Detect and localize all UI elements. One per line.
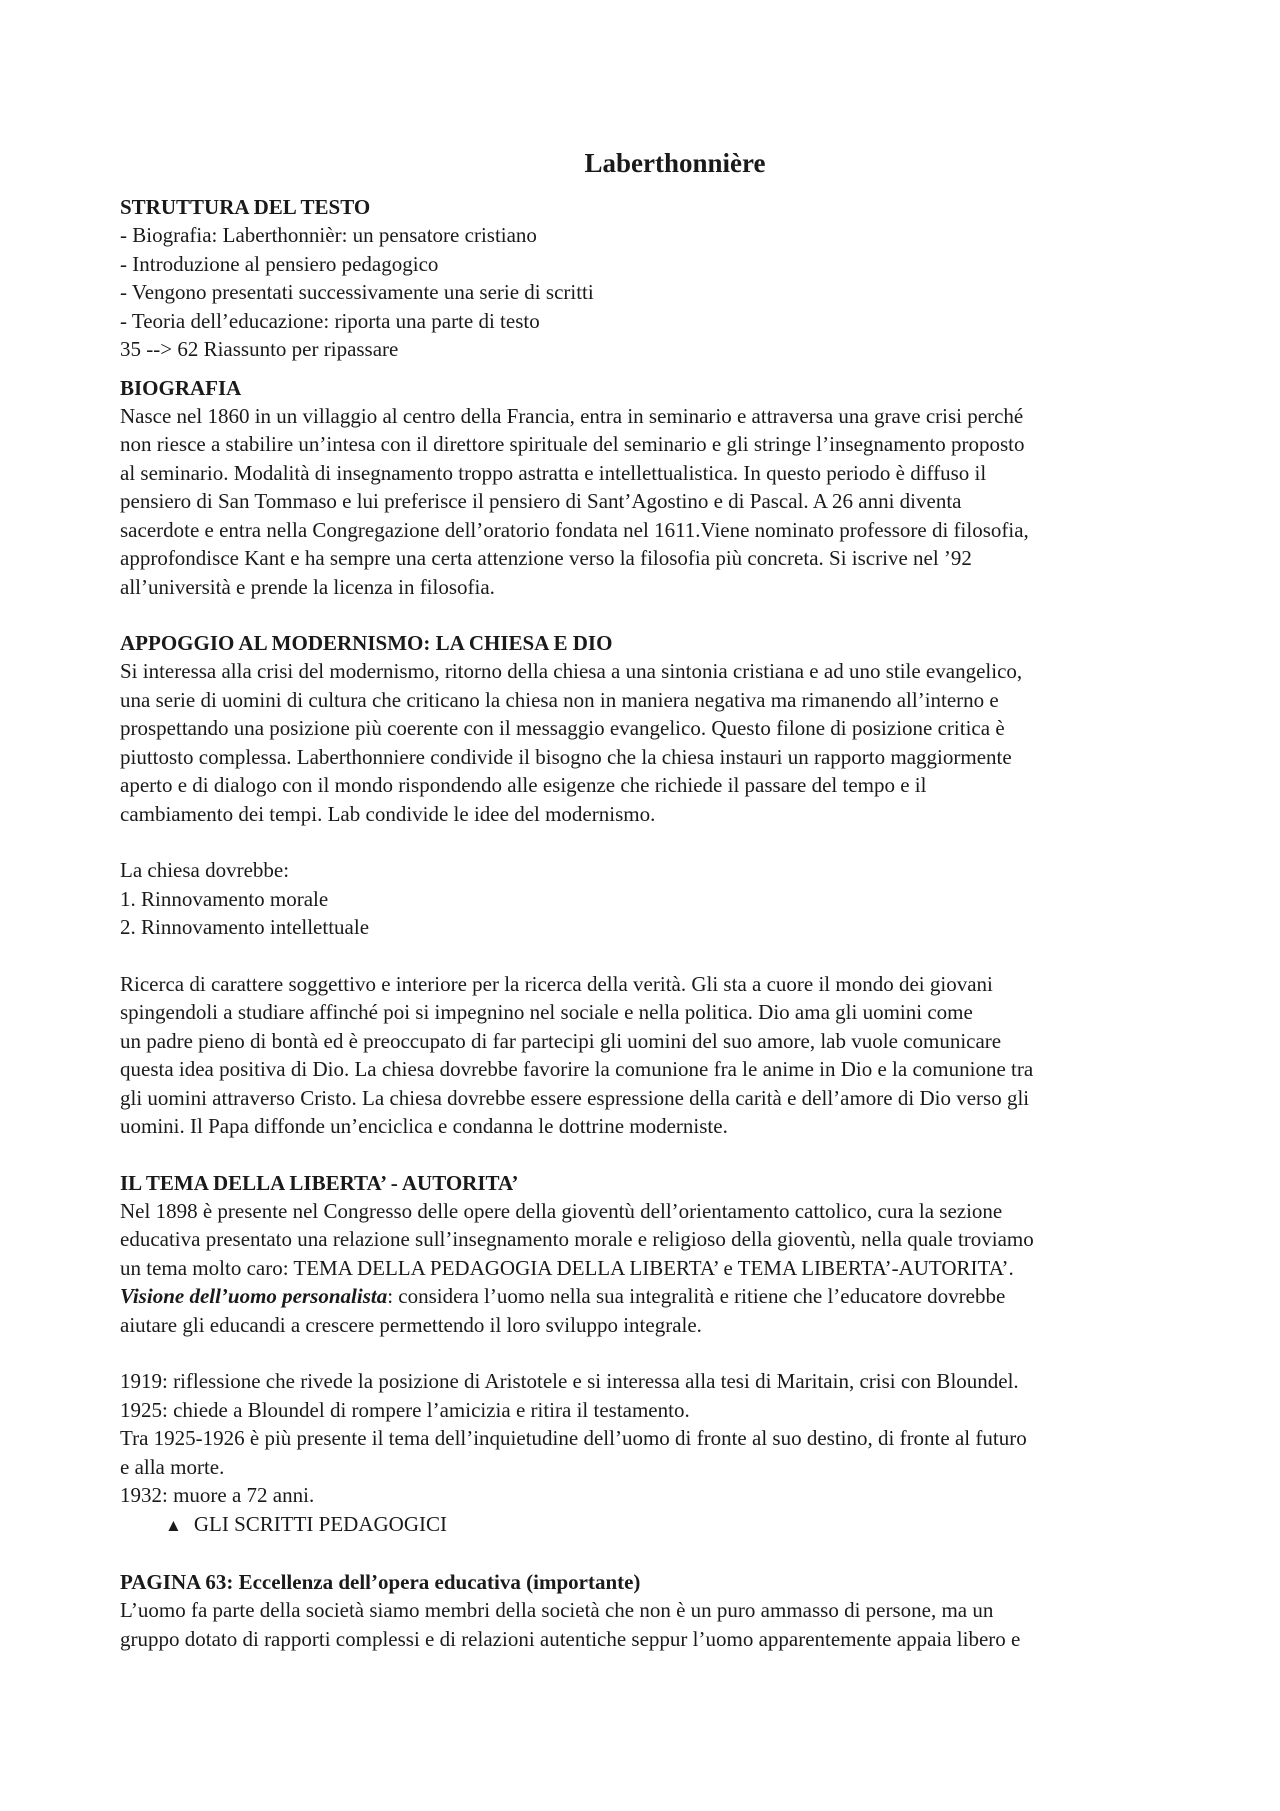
struttura-line: - Vengono presentati successivamente una serie di scritti (120, 280, 594, 304)
paragraph-line: pensiero di San Tommaso e lui preferisce il pensiero di Sant’Agostino e di Pascal. A 26 anni diventa (120, 489, 962, 513)
paragraph-line: L’uomo fa parte della società siamo membri della società che non è un puro ammasso di persone, ma un (120, 1598, 994, 1622)
paragraph-line: gli uomini attraverso Cristo. La chiesa dovrebbe essere espressione della carità e dell’amore di Dio verso gli (120, 1085, 1030, 1110)
visione-text: : considera l’uomo nella sua integralità e ritiene che l’educatore dovrebbe (387, 1284, 1006, 1308)
biografia-paragraph (120, 402, 1170, 602)
paragraph-line: approfondisce Kant e ha sempre una certa attenzione verso la filosofia più concreta. Si iscrive nel ’92 (120, 546, 972, 570)
paragraph-line: al seminario. Modalità di insegnamento troppo astratta e intellettualistica. In questo periodo è diffuso il (120, 460, 987, 485)
paragraph-line: sacerdote e entra nella Congregazione dell’oratorio fondata nel 1611.Viene nominato professore di filosofia, (120, 517, 1029, 542)
pagina63-paragraph (120, 1596, 1170, 1653)
bullet-text: GLI SCRITTI PEDAGOGICI (193, 1511, 447, 1536)
paragraph-line: all’università e prende la licenza in filosofia. (120, 574, 495, 599)
struttura-line: - Biografia: Laberthonnièr: un pensatore cristiano (120, 223, 537, 247)
timeline-line: 1919: riflessione che rivede la posizione di Aristotele e si interessa alla tesi di Maritain, crisi con Bloundel. (120, 1369, 1019, 1393)
page-title: Laberthonnière (584, 148, 766, 178)
modernismo-paragraph (120, 657, 1170, 828)
section-heading-liberta: IL TEMA DELLA LIBERTA’ - AUTORITA’ (120, 1170, 519, 1195)
paragraph-line: Nasce nel 1860 in un villaggio al centro della Francia, entra in seminario e attraversa una grave crisi perché (120, 403, 1024, 428)
struttura-list (120, 221, 1170, 364)
visione-label: Visione dell’uomo personalista (120, 1284, 388, 1308)
paragraph-line: spingendoli a studiare affinché poi si impegnino nel sociale e nella politica. Dio ama gli uomini come (120, 1000, 973, 1024)
struttura-line: - Introduzione al pensiero pedagogico (120, 251, 439, 276)
paragraph-line: non riesce a stabilire un’intesa con il direttore spirituale del seminario e gli stringe l’insegnamento proposto (120, 432, 1025, 456)
triangle-bullet-icon: ▲ (165, 1515, 182, 1535)
document-page (120, 148, 1170, 1653)
timeline-line: 1932: muore a 72 anni. (120, 1483, 315, 1507)
struttura-line: - Teoria dell’educazione: riporta una parte di testo (120, 308, 540, 333)
paragraph-line: Ricerca di carattere soggettivo e interiore per la ricerca della verità. Gli sta a cuore il mondo dei giovani (120, 971, 993, 996)
paragraph-line: Nel 1898 è presente nel Congresso delle opere della gioventù dell’orientamento cattolico, cura la sezione (120, 1198, 1003, 1223)
timeline-line: e alla morte. (120, 1454, 225, 1479)
paragraph-line: questa idea positiva di Dio. La chiesa dovrebbe favorire la comunione fra le anime in Dio e la comunione tra (120, 1057, 1034, 1081)
liberta-paragraph (120, 1197, 1170, 1340)
paragraph-line: piuttosto complessa. Laberthonniere condivide il bisogno che la chiesa instauri un rapporto maggiormente (120, 744, 1012, 769)
paragraph-line: prospettando una posizione più coerente con il messaggio evangelico. Questo filone di posizione critica è (120, 716, 1005, 740)
paragraph-line: aiutare gli educandi a crescere permettendo il loro sviluppo integrale. (120, 1312, 702, 1337)
section-heading-pagina63: PAGINA 63: Eccellenza dell’opera educativa (importante) (120, 1570, 641, 1594)
struttura-line: 35 --> 62 Riassunto per ripassare (120, 337, 399, 361)
paragraph-line: educativa presentato una relazione sull’insegnamento morale e religioso della gioventù, nella quale troviamo (120, 1227, 1034, 1251)
section-heading-struttura: STRUTTURA DEL TESTO (120, 195, 371, 219)
paragraph-line: gruppo dotato di rapporti complessi e di relazioni autentiche seppur l’uomo apparentemente appaia libero e (120, 1626, 1021, 1651)
timeline-line: Tra 1925-1926 è più presente il tema dell’inquietudine dell’uomo di fronte al suo destino, di fronte al futuro (120, 1426, 1027, 1450)
timeline (120, 1367, 1170, 1510)
section-heading-modernismo: APPOGGIO AL MODERNISMO: LA CHIESA E DIO (120, 631, 613, 655)
visione-line (120, 1282, 1170, 1311)
list-intro: La chiesa dovrebbe: (120, 858, 290, 882)
paragraph-line: un padre pieno di bontà ed è preoccupato di far partecipi gli uomini del suo amore, lab vuole comunicare (120, 1028, 1002, 1053)
modernismo-paragraph-2 (120, 970, 1170, 1141)
section-heading-biografia: BIOGRAFIA (120, 375, 242, 400)
numbered-item: 1. Rinnovamento morale (120, 886, 329, 911)
timeline-line: 1925: chiede a Bloundel di rompere l’amicizia e ritira il testamento. (120, 1397, 690, 1422)
numbered-item: 2. Rinnovamento intellettuale (120, 915, 370, 939)
paragraph-line: cambiamento dei tempi. Lab condivide le idee del modernismo. (120, 801, 656, 826)
paragraph-line: una serie di uomini di cultura che criticano la chiesa non in maniera negativa ma rimanendo all’interno e (120, 687, 999, 712)
paragraph-line: uomini. Il Papa diffonde un’enciclica e condanna le dottrine moderniste. (120, 1114, 728, 1138)
bullet-item-scritti (120, 1510, 1170, 1541)
paragraph-line: Si interessa alla crisi del modernismo, ritorno della chiesa a una sintonia cristiana e ad uno stile evangelico, (120, 659, 1023, 683)
paragraph-line: un tema molto caro: TEMA DELLA PEDAGOGIA DELLA LIBERTA’ e TEMA LIBERTA’-AUTORITA’. (120, 1255, 1014, 1280)
paragraph-line: aperto e di dialogo con il mondo rispondendo alle esigenze che richiede il passare del tempo e il (120, 773, 927, 797)
